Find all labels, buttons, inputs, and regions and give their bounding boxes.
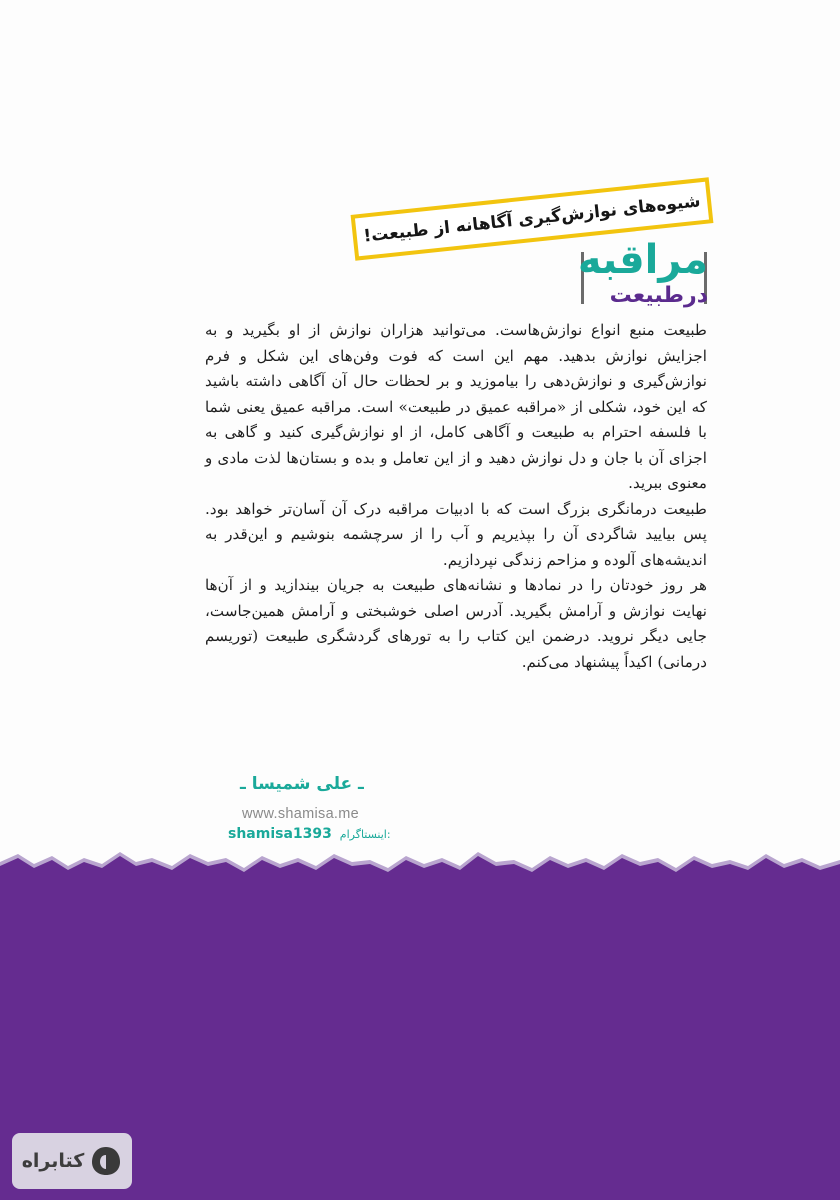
paragraph-1: طبیعت منبع انواع نوازش‌هاست. می‌توانید هزاران نوازش از او بگیرید و به اجزایش نوازش بدهید. مهم این است که فوت وفن‌های این شکل و فرم نوازش‌گیری و نوازش‌دهی را بیاموزید و بر لحظات حال آن آگاهی داشته باشید که این خود، شکلی از «مراقبه عمیق در طبیعت» است. مراقبه عمیق یعنی شما با فلسفه احترام به طبیعت و آگاهی کامل، از او نوازش‌گیری کنید و گاهی به اجزای آن با جان و دل نوازش دهید و از این تعامل و بده و بستان‌ها لذت مادی و معنوی ببرید. <box>205 321 707 492</box>
book-title: مراقبه <box>577 237 708 283</box>
author-website[interactable]: www.shamisa.me <box>242 806 360 822</box>
tagline-text: شیوه‌های نوازش‌گیری آگاهانه از طبیعت! <box>362 191 702 247</box>
author-signature: ـ علی شمیسا ـ <box>240 774 364 794</box>
description-text <box>205 318 707 675</box>
paragraph-2: طبیعت درمانگری بزرگ است که با ادبیات مراقبه درک آن آسان‌تر خواهد بود. پس بیایید شاگردی آن را بپذیریم و آب را از سرچشمه بنوشیم و این‌قدر به اندیشه‌های آلوده و مزاحم زندگی نپردازیم. <box>205 499 707 569</box>
ketabrah-logo-icon <box>90 1145 122 1177</box>
instagram-label: اینستاگرام: <box>339 828 391 841</box>
ketabrah-logo[interactable] <box>12 1133 132 1189</box>
paragraph-3: هر روز خودتان را در نمادها و نشانه‌های طبیعت به جریان بیندازید و از آن‌ها نهایت نوازش و آرامش بگیرید. آدرس اصلی خوشبختی و آرامش همین‌جاست، جایی دیگر نروید. درضمن این کتاب را به تورهای گردشگری طبیعت (توریسم درمانی) اکیداً پیشنهاد می‌کنم. <box>205 576 707 671</box>
book-subtitle: درطبیعت <box>609 283 708 308</box>
logo-text: کتابراه <box>21 1150 85 1172</box>
instagram-handle[interactable]: shamisa1393 <box>228 826 332 842</box>
